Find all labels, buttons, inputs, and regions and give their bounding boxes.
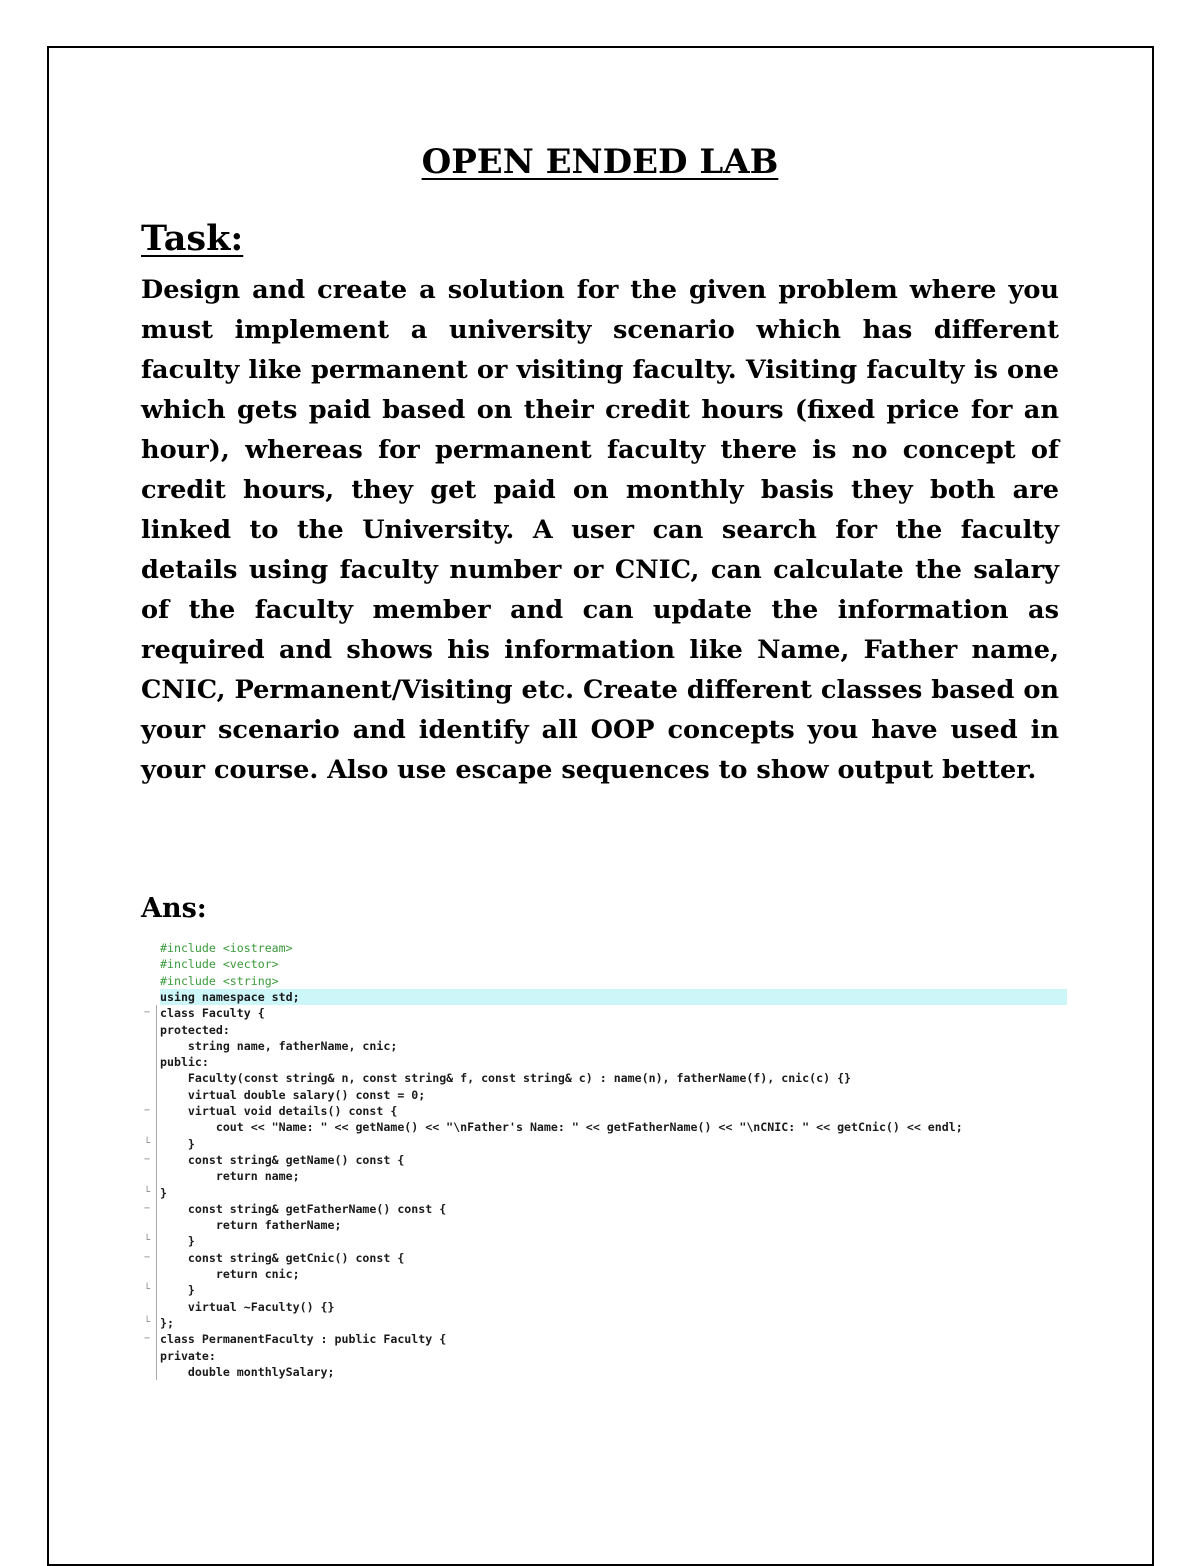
code-line: private: [160,1348,216,1363]
fold-marker-icon: − [144,1251,151,1263]
code-line: protected: [160,1022,230,1037]
code-line: using namespace std; [160,989,1067,1005]
answer-heading: Ans: [141,893,207,924]
code-line: virtual double salary() const = 0; [160,1087,426,1102]
code-line: double monthlySalary; [160,1364,335,1379]
fold-end-marker-icon: └ [144,1186,151,1198]
code-screenshot [140,940,1070,1385]
code-line: virtual ~Faculty() {} [160,1299,335,1314]
task-heading: Task: [141,218,244,259]
code-line: } [160,1283,195,1298]
code-line: } [160,1234,195,1249]
code-line: #include <vector> [160,957,279,972]
code-line: return cnic; [160,1267,300,1281]
fold-end-marker-icon: └ [144,1235,151,1247]
fold-end-marker-icon: └ [144,1316,151,1328]
code-line: class Faculty { [160,1006,265,1021]
scope-guide-line [156,1005,157,1380]
fold-marker-icon: − [144,1153,151,1165]
task-description: Design and create a solution for the given problem where you must implement a university scenario which has different faculty like permanent or visiting faculty. Visiting faculty is one which gets paid based on their credit hours (fixed price for an hour), whereas for permanent faculty there is no concept of credit hours, they get paid on monthly basis they both are linked to the University. A user can search for the faculty details using faculty number or CNIC, can calculate the salary of the faculty member and can update the information as required and shows his information like Name, Father name, CNIC, Permanent/Visiting etc. Create different classes based on your scenario and identify all OOP concepts you have used in your course. Also use escape sequences to show output better. [141,275,1059,785]
title-text: OPEN ENDED LAB [421,142,779,182]
page-title [0,142,1200,182]
fold-marker-icon: − [144,1202,151,1214]
code-line: const string& getFatherName() const { [160,1201,447,1216]
code-line: #include <string> [160,973,279,988]
fold-marker-icon: − [144,1333,151,1345]
code-line: string name, fatherName, cnic; [160,1038,398,1053]
code-line: class PermanentFaculty : public Faculty { [160,1332,447,1347]
code-line: const string& getName() const { [160,1152,405,1167]
code-line: return fatherName; [160,1218,342,1233]
fold-end-marker-icon: └ [144,1137,151,1149]
fold-marker-icon: − [144,1105,151,1116]
code-line: Faculty(const string& n, const string& f, const string& c) : name(n), fatherName(f), cnic(c) {} [160,1071,852,1086]
fold-marker-icon: − [144,1007,151,1019]
code-line: cout << "Name: " << getName() << "\nFather's Name: " << getFatherName() << "\nCNIC: " << getCnic() << endl; [160,1120,963,1135]
code-line: } [160,1136,195,1151]
code-line: #include <iostream> [160,941,293,955]
code-line: }; [160,1315,174,1330]
code-line: } [160,1185,167,1200]
fold-end-marker-icon: └ [144,1284,151,1296]
code-line: const string& getCnic() const { [160,1250,405,1265]
code-line: return name; [160,1169,300,1184]
code-line: public: [160,1055,209,1070]
code-line: virtual void details() const { [160,1104,398,1118]
